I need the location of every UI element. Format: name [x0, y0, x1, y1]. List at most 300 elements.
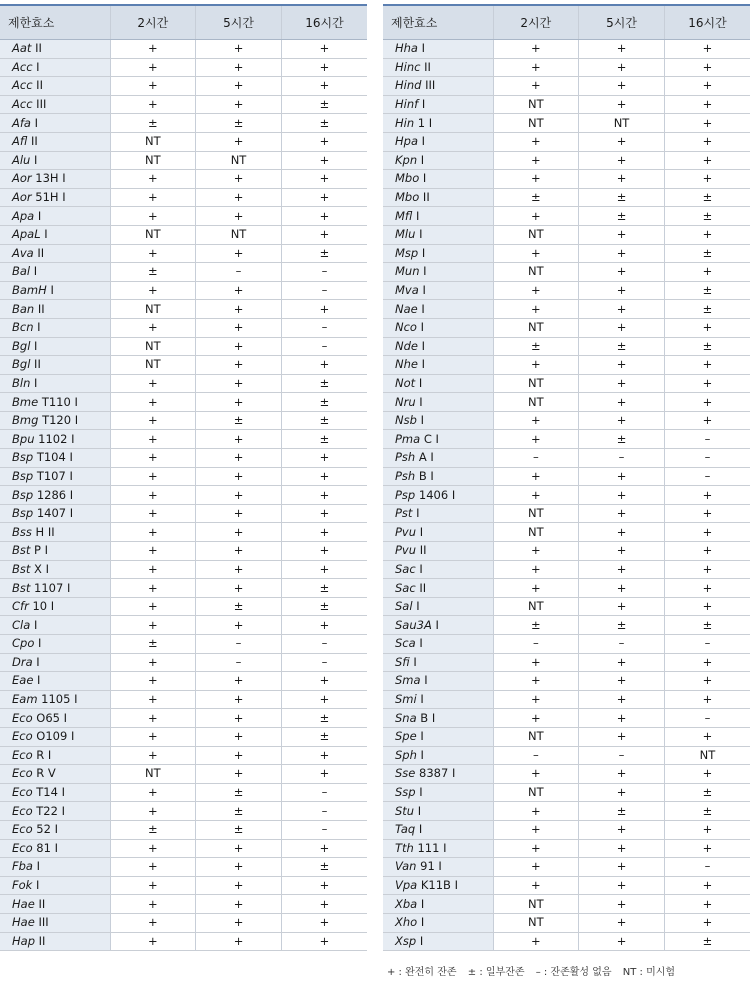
enzyme-genus: Mfl: [395, 208, 413, 223]
result-2h: +: [493, 356, 579, 375]
result-16h: +: [664, 374, 750, 393]
result-16h: +: [664, 318, 750, 337]
enzyme-name: [383, 58, 493, 77]
result-16h: +: [281, 467, 367, 486]
header-row: [0, 5, 367, 40]
enzyme-suffix: I: [416, 599, 420, 614]
enzyme-suffix: I: [33, 617, 38, 632]
enzyme-suffix: I: [33, 264, 38, 279]
result-5h: NT: [196, 225, 282, 244]
result-2h: NT: [493, 913, 579, 932]
result-5h: +: [579, 727, 665, 746]
result-16h: +: [281, 523, 367, 542]
table-row: [383, 77, 750, 96]
result-5h: ±: [196, 783, 282, 802]
result-5h: +: [579, 765, 665, 784]
result-2h: +: [110, 709, 196, 728]
enzyme-name: [0, 709, 110, 728]
result-2h: +: [493, 839, 579, 858]
table-row: [0, 393, 367, 412]
result-5h: +: [196, 932, 282, 951]
result-5h: +: [196, 132, 282, 151]
result-16h: +: [281, 449, 367, 468]
result-2h: +: [493, 300, 579, 319]
enzyme-name: [383, 393, 493, 412]
enzyme-name: [0, 300, 110, 319]
result-5h: +: [579, 858, 665, 877]
result-5h: +: [579, 58, 665, 77]
table-row: [383, 597, 750, 616]
result-5h: ±: [196, 820, 282, 839]
table-row: [383, 467, 750, 486]
table-row: [383, 95, 750, 114]
enzyme-genus: Fba: [12, 859, 33, 874]
enzyme-name: [0, 746, 110, 765]
enzyme-suffix: I: [421, 97, 426, 112]
result-2h: ±: [493, 337, 579, 356]
table-row: [0, 356, 367, 375]
table-row: [0, 170, 367, 189]
result-5h: +: [196, 727, 282, 746]
result-2h: +: [110, 932, 196, 951]
result-16h: +: [664, 895, 750, 914]
table-row: [383, 653, 750, 672]
result-16h: ±: [281, 579, 367, 598]
enzyme-suffix: H II: [35, 524, 55, 539]
enzyme-name: [383, 95, 493, 114]
result-2h: +: [493, 244, 579, 263]
enzyme-suffix: II: [30, 134, 38, 149]
result-2h: +: [110, 374, 196, 393]
result-5h: +: [196, 560, 282, 579]
result-5h: +: [579, 263, 665, 282]
result-5h: +: [579, 318, 665, 337]
result-5h: +: [196, 281, 282, 300]
table-row: [0, 300, 367, 319]
enzyme-name: [0, 356, 110, 375]
result-5h: +: [579, 40, 665, 59]
result-2h: +: [493, 579, 579, 598]
enzyme-suffix: I: [419, 524, 424, 539]
enzyme-name: [0, 337, 110, 356]
legend-nt: NT : 미시험: [622, 967, 676, 978]
result-2h: +: [110, 858, 196, 877]
result-5h: +: [196, 672, 282, 691]
result-16h: +: [281, 207, 367, 226]
result-16h: ±: [664, 932, 750, 951]
table-row: [383, 579, 750, 598]
result-2h: +: [110, 913, 196, 932]
enzyme-genus: Vpa: [395, 878, 418, 893]
enzyme-name: [383, 523, 493, 542]
result-5h: +: [579, 523, 665, 542]
enzyme-suffix: I: [419, 561, 423, 576]
header-5h: 5시간: [196, 5, 282, 40]
result-5h: +: [196, 616, 282, 635]
table-row: [383, 170, 750, 189]
result-5h: +: [579, 170, 665, 189]
enzyme-suffix: I: [34, 115, 39, 130]
enzyme-suffix: III: [425, 78, 436, 93]
result-5h: +: [196, 709, 282, 728]
result-2h: NT: [493, 393, 579, 412]
enzyme-suffix: II: [37, 301, 45, 316]
header-16h: 16시간: [281, 5, 367, 40]
enzyme-suffix: II: [37, 245, 45, 260]
legend: [387, 963, 683, 978]
result-16h: +: [281, 765, 367, 784]
enzyme-suffix: III: [36, 97, 47, 112]
result-2h: NT: [110, 225, 196, 244]
enzyme-suffix: I: [34, 338, 38, 353]
result-5h: –: [579, 746, 665, 765]
result-16h: +: [664, 225, 750, 244]
enzyme-genus: Fok: [12, 878, 33, 893]
enzyme-genus: Acc: [12, 59, 33, 74]
header-5h: 5시간: [579, 5, 665, 40]
result-16h: ±: [664, 783, 750, 802]
enzyme-genus: Eco: [12, 729, 33, 744]
header-2h: 2시간: [110, 5, 196, 40]
result-16h: –: [281, 281, 367, 300]
result-5h: +: [579, 709, 665, 728]
enzyme-name: [383, 858, 493, 877]
result-5h: +: [579, 542, 665, 561]
result-5h: +: [579, 374, 665, 393]
header-2h: 2시간: [493, 5, 579, 40]
result-5h: +: [196, 690, 282, 709]
result-2h: +: [493, 560, 579, 579]
result-5h: +: [579, 597, 665, 616]
legend-minus: – : 잔존활성 없음: [535, 967, 612, 978]
enzyme-suffix: I: [421, 301, 425, 316]
result-16h: –: [664, 467, 750, 486]
enzyme-genus: Sfi: [395, 654, 410, 669]
enzyme-suffix: 111 I: [417, 840, 447, 855]
result-5h: +: [579, 895, 665, 914]
result-16h: +: [281, 486, 367, 505]
enzyme-suffix: T14 I: [36, 785, 65, 800]
result-2h: NT: [110, 765, 196, 784]
result-5h: +: [196, 40, 282, 59]
result-5h: –: [579, 635, 665, 654]
enzyme-genus: Eco: [12, 840, 33, 855]
enzyme-name: [383, 170, 493, 189]
enzyme-suffix: I: [420, 152, 425, 167]
enzyme-genus: Cpo: [12, 636, 35, 651]
result-16h: ±: [281, 411, 367, 430]
enzyme-genus: Mva: [395, 283, 419, 298]
enzyme-genus: Bsp: [12, 487, 34, 502]
table-row: [0, 95, 367, 114]
result-16h: +: [664, 504, 750, 523]
result-16h: ±: [281, 393, 367, 412]
result-2h: +: [110, 783, 196, 802]
result-16h: –: [664, 858, 750, 877]
enzyme-name: [383, 709, 493, 728]
enzyme-genus: Cfr: [12, 599, 29, 614]
result-2h: +: [110, 597, 196, 616]
enzyme-name: [383, 616, 493, 635]
table-row: [0, 579, 367, 598]
result-2h: NT: [493, 727, 579, 746]
enzyme-genus: Hha: [395, 41, 418, 56]
enzyme-name: [0, 114, 110, 133]
table-row: [383, 393, 750, 412]
enzyme-name: [383, 932, 493, 951]
enzyme-genus: Eco: [12, 766, 33, 781]
result-2h: +: [110, 188, 196, 207]
result-16h: +: [281, 504, 367, 523]
enzyme-suffix: I: [36, 59, 40, 74]
enzyme-name: [0, 560, 110, 579]
enzyme-suffix: R V: [36, 766, 56, 781]
result-5h: –: [579, 449, 665, 468]
table-row: [0, 411, 367, 430]
enzyme-genus: BamH: [12, 283, 47, 298]
enzyme-name: [383, 560, 493, 579]
enzyme-suffix: I: [423, 264, 427, 279]
result-16h: +: [664, 820, 750, 839]
result-5h: +: [196, 374, 282, 393]
enzyme-suffix: I: [34, 152, 38, 167]
table-row: [383, 114, 750, 133]
result-2h: +: [493, 58, 579, 77]
table-row: [0, 542, 367, 561]
enzyme-name: [0, 876, 110, 895]
table-row: [383, 58, 750, 77]
result-2h: –: [493, 746, 579, 765]
enzyme-name: [383, 281, 493, 300]
result-2h: +: [110, 430, 196, 449]
table-row: [383, 560, 750, 579]
table-row: [383, 672, 750, 691]
enzyme-genus: Bsp: [12, 468, 34, 483]
enzyme-genus: Ava: [12, 245, 34, 260]
enzyme-name: [0, 449, 110, 468]
result-5h: ±: [196, 411, 282, 430]
result-16h: –: [281, 802, 367, 821]
result-5h: +: [579, 839, 665, 858]
table-row: [383, 932, 750, 951]
enzyme-suffix: II: [35, 41, 42, 56]
enzyme-name: [0, 411, 110, 430]
table-row: [383, 746, 750, 765]
table-row: [0, 858, 367, 877]
result-2h: +: [110, 40, 196, 59]
result-5h: +: [196, 542, 282, 561]
enzyme-genus: Hae: [12, 915, 35, 930]
result-2h: +: [493, 170, 579, 189]
enzyme-suffix: I: [422, 283, 426, 298]
result-16h: –: [664, 449, 750, 468]
enzyme-name: [0, 523, 110, 542]
result-2h: +: [493, 765, 579, 784]
enzyme-name: [0, 820, 110, 839]
result-2h: +: [493, 542, 579, 561]
enzyme-genus: Ban: [12, 301, 35, 316]
enzyme-name: [0, 504, 110, 523]
enzyme-genus: Alu: [12, 152, 31, 167]
table-row: [383, 783, 750, 802]
result-16h: –: [281, 318, 367, 337]
enzyme-genus: Psp: [395, 487, 416, 502]
table-row: [0, 913, 367, 932]
result-16h: ±: [281, 430, 367, 449]
enzyme-suffix: O109 I: [36, 729, 75, 744]
enzyme-suffix: 1105 I: [41, 692, 78, 707]
enzyme-name: [383, 188, 493, 207]
table-row: [383, 913, 750, 932]
result-5h: ±: [579, 616, 665, 635]
enzyme-genus: Eco: [12, 747, 33, 762]
enzyme-suffix: T104 I: [36, 450, 73, 465]
result-5h: +: [196, 895, 282, 914]
result-5h: +: [196, 467, 282, 486]
enzyme-genus: Sac: [395, 561, 416, 576]
enzyme-suffix: I: [34, 375, 38, 390]
result-5h: +: [196, 504, 282, 523]
enzyme-genus: Sna: [395, 710, 417, 725]
result-5h: +: [579, 913, 665, 932]
table-row: [383, 858, 750, 877]
enzyme-name: [0, 672, 110, 691]
enzyme-suffix: 51H I: [35, 190, 66, 205]
result-2h: +: [110, 523, 196, 542]
enzyme-suffix: 1286 I: [36, 487, 74, 502]
enzyme-suffix: I: [416, 208, 420, 223]
enzyme-genus: Psh: [395, 468, 416, 483]
enzyme-name: [383, 244, 493, 263]
enzyme-suffix: 1102 I: [38, 431, 75, 446]
enzyme-genus: Pvu: [395, 543, 417, 558]
enzyme-genus: Sma: [395, 673, 421, 688]
table-row: [0, 188, 367, 207]
result-16h: +: [664, 560, 750, 579]
result-2h: +: [493, 151, 579, 170]
result-5h: +: [196, 244, 282, 263]
table-row: [0, 560, 367, 579]
result-5h: +: [579, 690, 665, 709]
result-5h: +: [579, 411, 665, 430]
result-5h: +: [196, 77, 282, 96]
result-16h: –: [281, 263, 367, 282]
result-16h: +: [664, 727, 750, 746]
result-2h: NT: [493, 523, 579, 542]
enzyme-name: [0, 95, 110, 114]
enzyme-suffix: I: [50, 283, 54, 298]
result-5h: ±: [579, 802, 665, 821]
result-16h: +: [664, 263, 750, 282]
enzyme-name: [0, 597, 110, 616]
result-2h: +: [493, 430, 579, 449]
enzyme-genus: Hind: [395, 78, 422, 93]
enzyme-suffix: I: [416, 506, 420, 521]
enzyme-name: [0, 281, 110, 300]
enzyme-genus: Psh: [395, 450, 416, 465]
result-5h: +: [579, 225, 665, 244]
result-16h: +: [664, 356, 750, 375]
enzyme-name: [383, 783, 493, 802]
enzyme-name: [0, 170, 110, 189]
result-2h: +: [110, 653, 196, 672]
table-row: [0, 672, 367, 691]
table-row: [383, 151, 750, 170]
enzyme-suffix: I: [419, 394, 423, 409]
enzyme-genus: Hae: [12, 896, 35, 911]
table-row: [0, 839, 367, 858]
enzyme-suffix: I: [421, 134, 426, 149]
header-enzyme: 제한효소: [383, 5, 493, 40]
enzyme-name: [383, 318, 493, 337]
result-2h: +: [493, 672, 579, 691]
result-5h: +: [196, 300, 282, 319]
enzyme-genus: Eco: [12, 803, 33, 818]
table-row: [0, 225, 367, 244]
result-16h: +: [281, 356, 367, 375]
enzyme-genus: Nsb: [395, 413, 417, 428]
result-5h: ±: [196, 114, 282, 133]
result-2h: +: [493, 132, 579, 151]
table-row: [383, 318, 750, 337]
result-5h: +: [579, 653, 665, 672]
enzyme-genus: Bsp: [12, 450, 34, 465]
enzyme-genus: Stu: [395, 803, 415, 818]
result-2h: +: [493, 876, 579, 895]
result-2h: +: [493, 467, 579, 486]
result-16h: +: [664, 151, 750, 170]
enzyme-genus: Aor: [12, 171, 32, 186]
table-row: [0, 876, 367, 895]
enzyme-name: [383, 449, 493, 468]
enzyme-genus: Bgl: [12, 338, 31, 353]
enzyme-genus: Nco: [395, 320, 417, 335]
enzyme-suffix: 91 I: [420, 859, 442, 874]
table-row: [0, 802, 367, 821]
enzyme-genus: Msp: [395, 245, 419, 260]
enzyme-suffix: I: [44, 227, 48, 242]
result-16h: +: [664, 170, 750, 189]
table-row: [383, 635, 750, 654]
result-16h: ±: [281, 858, 367, 877]
table-row: [0, 430, 367, 449]
result-16h: +: [664, 839, 750, 858]
enzyme-suffix: I: [418, 375, 423, 390]
result-5h: +: [579, 77, 665, 96]
enzyme-name: [383, 690, 493, 709]
result-5h: +: [579, 579, 665, 598]
table-row: [383, 820, 750, 839]
enzyme-suffix: II: [422, 190, 430, 205]
enzyme-genus: Sal: [395, 599, 413, 614]
enzyme-suffix: I: [420, 896, 425, 911]
result-5h: +: [196, 765, 282, 784]
result-16h: +: [664, 765, 750, 784]
enzyme-genus: Sph: [395, 747, 417, 762]
result-2h: NT: [493, 597, 579, 616]
result-16h: ±: [281, 114, 367, 133]
result-16h: +: [281, 690, 367, 709]
enzyme-genus: Aat: [12, 41, 32, 56]
enzyme-name: [0, 895, 110, 914]
table-row: [0, 263, 367, 282]
result-2h: +: [493, 40, 579, 59]
result-5h: +: [579, 876, 665, 895]
enzyme-name: [383, 225, 493, 244]
enzyme-suffix: III: [38, 915, 49, 930]
result-5h: +: [196, 449, 282, 468]
enzyme-genus: Aor: [12, 190, 32, 205]
